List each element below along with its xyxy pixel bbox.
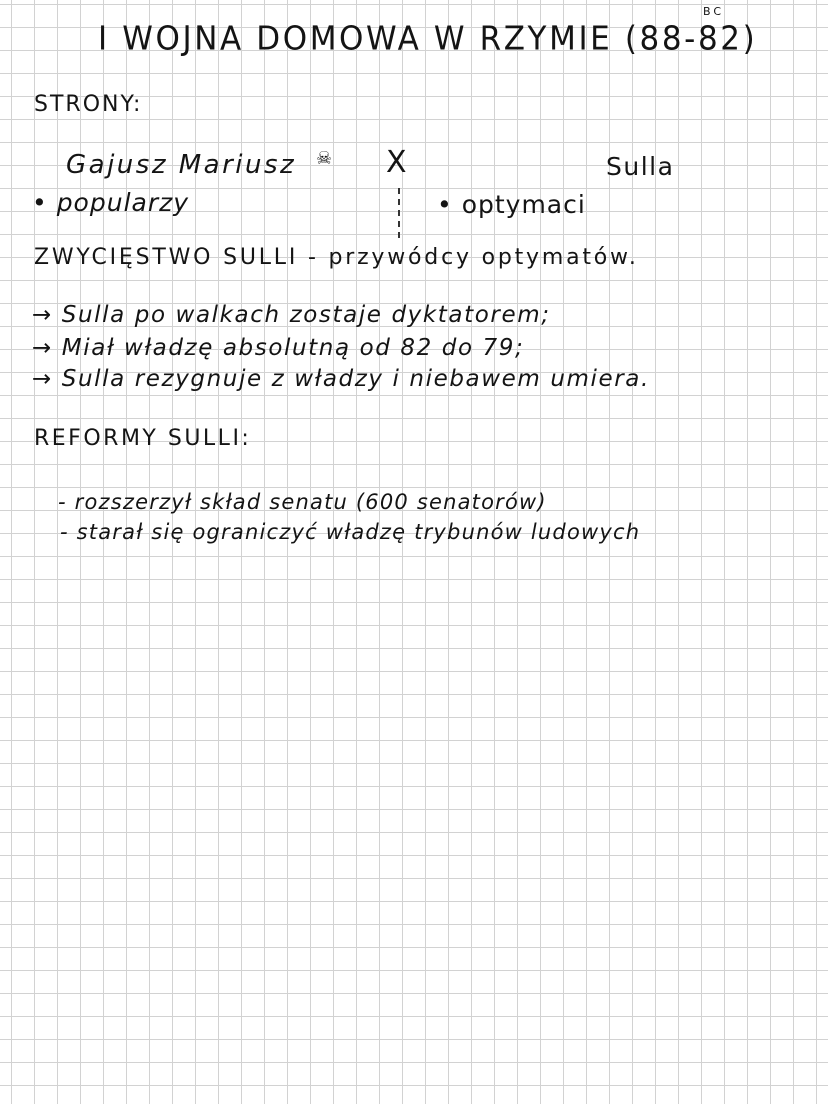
title-superscript: BC xyxy=(703,5,725,18)
right-side-bullet: • optymaci xyxy=(437,190,586,219)
consequence-item: → Miał władzę absolutną od 82 do 79; xyxy=(32,335,525,361)
reforms-heading: REFORMY SULLI: xyxy=(34,426,252,451)
skull-icon: ☠ xyxy=(316,148,333,169)
right-side-name: Sulla xyxy=(606,152,675,181)
page-title: I WOJNA DOMOWA W RZYMIE (88-82) xyxy=(98,20,758,58)
victory-line: ZWYCIĘSTWO SULLI - przywódcy optymatów. xyxy=(34,245,639,270)
divider-dashed xyxy=(398,188,400,238)
consequence-item: → Sulla rezygnuje z władzy i niebawem umiera. xyxy=(32,366,650,392)
reform-item: - rozszerzył skład senatu (600 senatorów) xyxy=(58,490,547,514)
versus-mark: X xyxy=(386,145,407,180)
consequence-item: → Sulla po walkach zostaje dyktatorem; xyxy=(32,302,551,328)
sides-heading: STRONY: xyxy=(34,92,143,117)
left-side-bullet: • popularzy xyxy=(32,188,190,217)
reform-item: - starał się ograniczyć władzę trybunów ludowych xyxy=(60,520,641,544)
left-side-name: Gajusz Mariusz xyxy=(66,150,297,180)
